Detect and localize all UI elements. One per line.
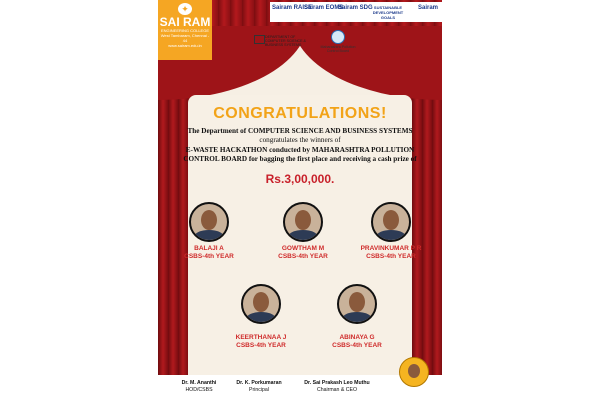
college-logo-address: West Tambaram, Chennai - 44 <box>160 33 210 43</box>
chairman-photo <box>399 357 429 387</box>
partner-logo-raise: Sairam RAISE <box>272 5 313 11</box>
winner-photo <box>241 284 281 324</box>
winner-name: KEERTHANAA J <box>235 334 287 341</box>
department-logo-line: BUSINESS SYSTEMS <box>265 43 302 47</box>
drape-right <box>292 20 442 100</box>
winner-photo <box>337 284 377 324</box>
department-logo-line: COMPUTER SCIENCE & <box>265 39 306 43</box>
announcement-line: congratulates the winners of <box>259 136 341 145</box>
prize-amount: Rs.3,00,000. <box>265 172 335 186</box>
mpcb-logo-line: Maharashtra Pollution <box>320 45 356 49</box>
signatory-role: Chairman & CEO <box>316 387 358 393</box>
partner-logo-sdg: Sairam SDG <box>338 5 373 11</box>
partner-logo-eoms: Sairam EOMS <box>304 5 344 11</box>
announcement-text <box>168 127 432 164</box>
partner-logos <box>270 2 442 22</box>
winner-year: CSBS-4th YEAR <box>184 253 234 260</box>
winner-year: CSBS-4th YEAR <box>332 342 382 349</box>
winner-year: CSBS-4th YEAR <box>236 342 286 349</box>
college-logo-website: www.sairam.edu.in <box>168 43 202 48</box>
department-logo-line: DEPARTMENT OF <box>265 35 296 39</box>
announcement-line: E-WASTE HACKATHON conducted by MAHARASHTRA POLLUTION <box>185 145 415 154</box>
winner-year: CSBS-4th YEAR <box>278 253 328 260</box>
college-emblem-icon: ✦ <box>178 3 192 15</box>
signatory <box>224 380 294 394</box>
signature-footer <box>158 375 442 400</box>
congratulations-heading: CONGRATULATIONS! <box>213 105 387 122</box>
partner-logo-goals: SUSTAINABLE DEVELOPMENT GOALS <box>372 5 404 20</box>
winner-photo <box>189 202 229 242</box>
signatory-name: Dr. Sai Prakash Leo Muthu <box>304 380 370 386</box>
department-logo <box>254 35 306 47</box>
winner-name: BALAJI A <box>194 245 224 252</box>
college-logo <box>158 0 212 60</box>
partner-logo-sairam: Sairam <box>418 5 439 11</box>
winner-card <box>312 284 402 350</box>
signatory <box>292 380 382 394</box>
winner-photo <box>371 202 411 242</box>
signatory-name: Dr. K. Porkumaran <box>236 380 282 386</box>
college-logo-name: SAI RAM <box>159 15 211 29</box>
winner-card <box>164 202 254 261</box>
mpcb-logo-line: Control Board <box>326 49 350 53</box>
college-logo-sub: ENGINEERING COLLEGE <box>160 28 209 33</box>
signatory-name: Dr. M. Ananthi <box>181 380 217 386</box>
mpcb-emblem-icon <box>331 30 345 44</box>
winner-card <box>216 284 306 350</box>
mpcb-logo <box>318 30 358 53</box>
winner-photo <box>283 202 323 242</box>
winner-year: CSBS-4th YEAR <box>366 253 416 260</box>
announcement-line: The Department of COMPUTER SCIENCE AND BUSINESS SYSTEMS <box>187 127 413 135</box>
signatory-role: HOD/CSBS <box>185 387 213 393</box>
winner-name: GOWTHAM M <box>281 245 325 252</box>
congratulations-poster <box>158 0 442 400</box>
winner-name: PRAVINKUMAR P R <box>360 245 422 252</box>
announcement-line: CONTROL BOARD for bagging the first place and receiving a cash prize of <box>183 154 417 163</box>
winner-card <box>258 202 348 261</box>
department-logo-icon <box>254 35 265 44</box>
signatory-role: Principal <box>249 387 269 393</box>
winner-name: ABINAYA G <box>339 334 375 341</box>
winner-card <box>346 202 436 261</box>
